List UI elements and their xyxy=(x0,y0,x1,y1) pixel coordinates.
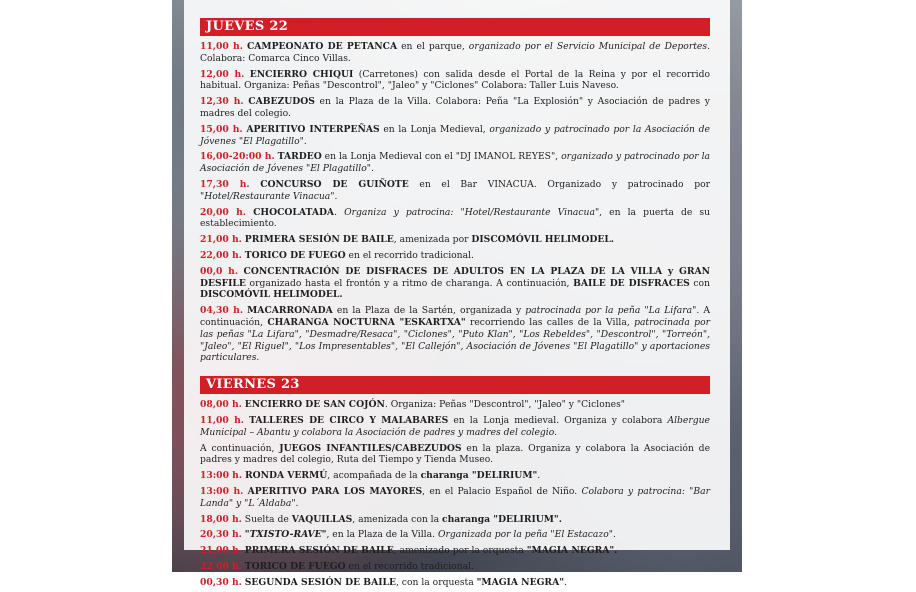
event-text: APERITIVO INTERPEÑAS xyxy=(246,123,380,135)
event-text: en la Plaza de la Villa. Colabora: Peña "La Explosión" y Asociación de padres y madres del colegio. xyxy=(200,96,710,119)
event-time: 11,00 h. xyxy=(200,414,244,426)
event-text: en la Lonja Medieval, xyxy=(379,123,490,135)
event-entry xyxy=(200,415,710,439)
event-entry xyxy=(200,124,710,148)
event-text: , amenizado por la orquesta xyxy=(393,545,527,557)
event-text: "TXISTO-RAVE" xyxy=(244,529,327,541)
event-text: Colabora: Comarca Cinco Villas. xyxy=(200,52,351,64)
event-text: MACARRONADA xyxy=(247,305,333,317)
event-text: CHARANGA NOCTURNA "ESKARTXA" xyxy=(267,316,466,328)
event-text: SEGUNDA SESIÓN DE BAILE xyxy=(244,576,396,588)
event-time: 16,00-20:00 h. xyxy=(200,151,275,163)
event-entry xyxy=(200,41,710,65)
event-time: 04,30 h. xyxy=(200,305,244,317)
event-text: charanga "DELIRIUM". xyxy=(442,513,562,525)
event-entry xyxy=(200,514,710,526)
event-text: ENCIERRO DE SAN COJÓN xyxy=(244,399,385,411)
event-time: 00,30 h. xyxy=(200,576,242,588)
event-text: en la plaza. Organiza y colabora la Asociación de padres y madres del colegio, Ruta del Tiempo y Tienda Museo. xyxy=(200,442,711,466)
event-text: CONCURSO DE GUIÑOTE xyxy=(260,178,409,190)
event-text: TARDEO xyxy=(277,151,322,163)
event-entry xyxy=(200,486,710,510)
event-text: en el parque, xyxy=(397,41,469,52)
event-text: CONCENTRACIÓN DE DISFRACES DE ADULTOS EN LA PLAZA DE LA VILLA y GRAN DESFILE xyxy=(200,265,710,289)
event-text: JUEGOS INFANTILES/CABEZUDOS xyxy=(279,442,462,454)
event-time: 12,30 h. xyxy=(200,96,244,108)
event-entry xyxy=(200,577,710,589)
event-text: DISCOMÓVIL HELIMODEL. xyxy=(200,289,343,301)
event-text: organizado por el Servicio Municipal de Deportes. xyxy=(468,41,710,52)
event-text: Suelta de xyxy=(244,513,292,525)
event-text: . Organiza: Peñas "Descontrol", "Jaleo" y "Ciclones" xyxy=(384,399,626,411)
event-text: TORICO DE FUEGO xyxy=(244,560,346,572)
event-time: 00,0 h. xyxy=(200,265,239,277)
event-text: , con la orquesta xyxy=(395,576,477,588)
event-text: . xyxy=(537,470,541,482)
event-text: VAQUILLAS xyxy=(291,513,353,525)
event-entry xyxy=(200,305,710,364)
event-text: "MAGIA NEGRA". xyxy=(526,545,618,557)
day-header: JUEVES 22 xyxy=(200,18,710,36)
event-entry xyxy=(200,151,710,175)
event-text: CHOCOLATADA xyxy=(253,206,335,218)
event-text: . xyxy=(563,576,567,588)
event-text: en el Bar VINACUA. Organizado y patrocinado por xyxy=(408,178,710,190)
event-time: 11,00 h. xyxy=(200,41,243,52)
event-text: , en la Plaza de la Villa. xyxy=(326,529,438,541)
event-text: . xyxy=(334,206,345,218)
event-entry xyxy=(200,96,710,120)
event-text: BAILE DE DISFRACES xyxy=(573,277,690,289)
event-text: "Hotel/Restaurante Vinacua". xyxy=(200,190,338,202)
event-text: patrocinada por la peña "La Lifara" xyxy=(525,305,697,317)
event-entry xyxy=(200,443,710,467)
event-entry xyxy=(200,250,710,262)
event-time: 08,00 h. xyxy=(200,399,242,411)
day-header: VIERNES 23 xyxy=(200,376,710,394)
event-entry xyxy=(200,207,710,231)
event-text: , en la puerta de su establecimiento. xyxy=(200,206,711,230)
event-text: en el recorrido tradicional. xyxy=(345,560,474,572)
program-list xyxy=(200,18,710,592)
event-time: 21,00 h. xyxy=(200,234,242,246)
event-entry xyxy=(200,69,710,93)
event-text: con xyxy=(689,277,710,289)
event-text: , en el Palacio Español de Niño. xyxy=(422,485,582,497)
event-entry xyxy=(200,179,710,203)
event-text: DISCOMÓVIL HELIMODEL. xyxy=(471,234,614,246)
event-time: 22,00 h. xyxy=(200,249,242,261)
festival-poster xyxy=(172,0,742,588)
event-entry xyxy=(200,529,710,541)
event-time: 13:00 h. xyxy=(200,470,243,482)
event-text: organizado y patrocinado por la Asociación de Jóvenes "El Plagatillo". xyxy=(200,151,711,175)
event-text: A continuación, xyxy=(200,442,280,454)
event-text: patrocinada por las peñas "La Lifara", "Desmadre/Resaca", "Ciclones", "Puto Klan", "Los Rebeldes", "Descontrol", "Torreón", "Jaleo", "El Riguel", "Los Impresentables", "El Callejón", Asociación de Jóvenes "El Plagatillo" y aportaciones particulares. xyxy=(200,316,710,364)
event-text: TALLERES DE CIRCO Y MALABARES xyxy=(249,414,449,426)
event-entry xyxy=(200,470,710,482)
event-text: RONDA VERMÚ xyxy=(244,470,328,482)
event-time: 18,00 h. xyxy=(200,513,242,525)
event-text: recorriendo las calles de la Villa, xyxy=(465,316,635,328)
event-entry xyxy=(200,545,710,557)
event-entry xyxy=(200,234,710,246)
event-text: en el recorrido tradicional. xyxy=(345,249,474,261)
event-text: Albergue Municipal – Abantu y colabora la Asociación de padres y madres del colegio. xyxy=(200,414,710,438)
event-text: organizado y patrocinado por la Asociación de Jóvenes "El Plagatillo". xyxy=(200,123,710,147)
event-time: 17,30 h. xyxy=(200,178,250,190)
event-text: Organizada por la peña "El Estacazo". xyxy=(437,529,616,541)
event-text: en la Lonja Medieval con el "DJ IMANOL REYES", xyxy=(321,151,562,163)
event-time: 12,00 h. xyxy=(200,68,245,80)
event-text: Organiza y patrocina: "Hotel/Restaurante Vinacua" xyxy=(344,206,600,218)
event-text: TORICO DE FUEGO xyxy=(244,249,346,261)
event-entry xyxy=(200,399,710,411)
event-text: , amenizada con la xyxy=(352,513,443,525)
event-text: ENCIERRO CHIQUI xyxy=(249,68,354,80)
event-time: 22,00 h. xyxy=(200,560,242,572)
event-time: 13:00 h. xyxy=(200,485,244,497)
event-text: , amenizada por xyxy=(393,234,472,246)
event-text: "MAGIA NEGRA" xyxy=(476,576,564,588)
event-text: APERITIVO PARA LOS MAYORES xyxy=(247,485,423,497)
event-entry xyxy=(200,266,710,301)
event-text: , acompañada de la xyxy=(327,470,421,482)
event-time: 20,00 h. xyxy=(200,206,247,218)
event-text: charanga "DELIRIUM" xyxy=(420,470,538,482)
event-text: en la Lonja medieval. Organiza y colabora xyxy=(448,414,668,426)
event-text: Colabora y patrocina: "Bar Landa" y "L´Aldaba". xyxy=(200,485,711,509)
event-time: 15,00 h. xyxy=(200,123,243,135)
event-text: (Carretones) con salida desde el Portal de la Reina y por el recorrido habitual. Organiza: Peñas "Descontrol", "Jaleo" y "Ciclones" Colabora: Taller Luis Naveso. xyxy=(200,68,710,92)
event-time: 20,30 h. xyxy=(200,529,242,541)
event-text: CAMPEONATO DE PETANCA xyxy=(246,41,398,52)
event-text: CABEZUDOS xyxy=(248,96,315,108)
event-text: organizado hasta el frontón y a ritmo de charanga. A continuación, xyxy=(245,277,574,289)
event-time: 21,00 h. xyxy=(200,545,242,557)
event-text: PRIMERA SESIÓN DE BAILE xyxy=(244,545,394,557)
event-text: . A continuación, xyxy=(200,305,710,328)
event-text: PRIMERA SESIÓN DE BAILE xyxy=(244,234,394,246)
event-entry xyxy=(200,561,710,573)
event-text: en la Plaza de la Sartén, organizada y xyxy=(332,305,526,317)
